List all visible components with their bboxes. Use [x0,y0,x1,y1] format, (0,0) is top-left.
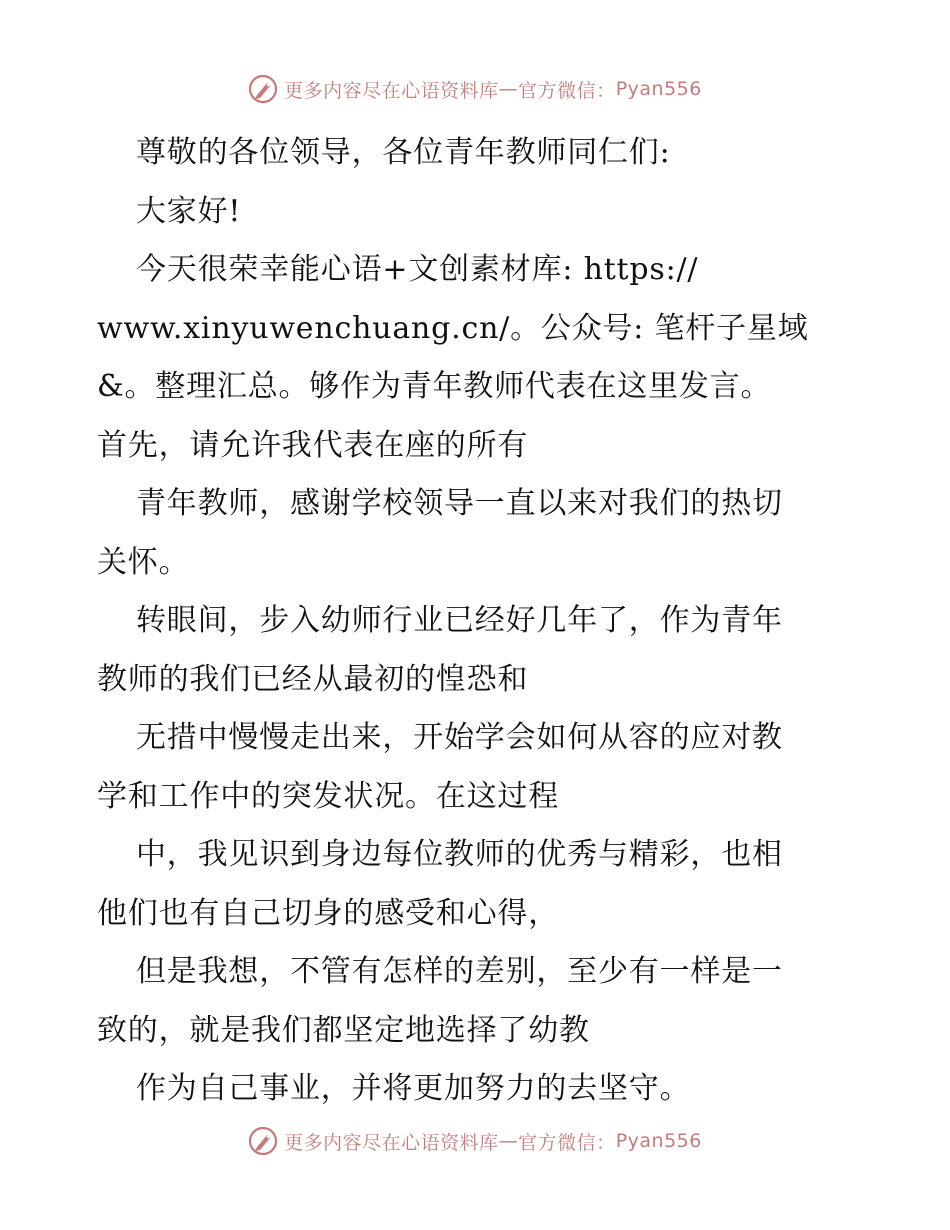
banner-official-label: 官方微信： [518,79,616,102]
body-line: 无措中慢慢走出来，开始学会如何从容的应对教 [136,720,783,755]
header-banner [0,72,950,106]
body-line: 他们也有自己切身的感受和心得， [97,895,559,931]
body-line: 青年教师，感谢学校领导一直以来对我们的热切 [136,486,783,521]
body-line: 致的，就是我们都坚定地选择了幼教 [97,1012,590,1048]
body-line: 首先，请允许我代表在座的所有 [97,427,529,463]
body-line: 大家好! [136,193,242,229]
banner-main-text: 更多内容尽在心语资料库 [284,1131,499,1154]
body-line: 关怀。 [97,544,190,580]
body-line: 尊敬的各位领导，各位青年教师同仁们: [136,135,671,170]
body-line: &。整理汇总。够作为青年教师代表在这里发言。 [97,369,772,404]
body-line: 中，我见识到身边每位教师的优秀与精彩，也相 [136,837,783,872]
speech-body [97,124,857,1119]
footer-banner [0,1124,950,1158]
banner-wechat-id: Pyan556 [615,78,702,100]
body-line: 但是我想，不管有怎样的差别，至少有一样是一 [136,954,783,989]
body-line: 教师的我们已经从最初的惶恐和 [97,661,529,697]
banner-separator: — [498,78,519,100]
pen-nib-logo-icon [248,74,278,104]
body-line: www.xinyuwenchuang.cn/。公众号: 笔杆子星域 [97,310,809,346]
body-line: 转眼间，步入幼师行业已经好几年了，作为青年 [136,603,783,638]
banner-wechat-id: Pyan556 [615,1130,702,1152]
body-line: 作为自己事业，并将更加努力的去坚守。 [136,1071,691,1106]
pen-nib-logo-icon [248,1126,278,1156]
banner-official-label: 官方微信： [518,1131,616,1154]
banner-main-text: 更多内容尽在心语资料库 [284,79,499,102]
body-line: 学和工作中的突发状况。在这过程 [97,778,559,814]
banner-separator: — [498,1130,519,1152]
body-line: 今天很荣幸能心语+文创素材库: https:// [136,252,699,287]
